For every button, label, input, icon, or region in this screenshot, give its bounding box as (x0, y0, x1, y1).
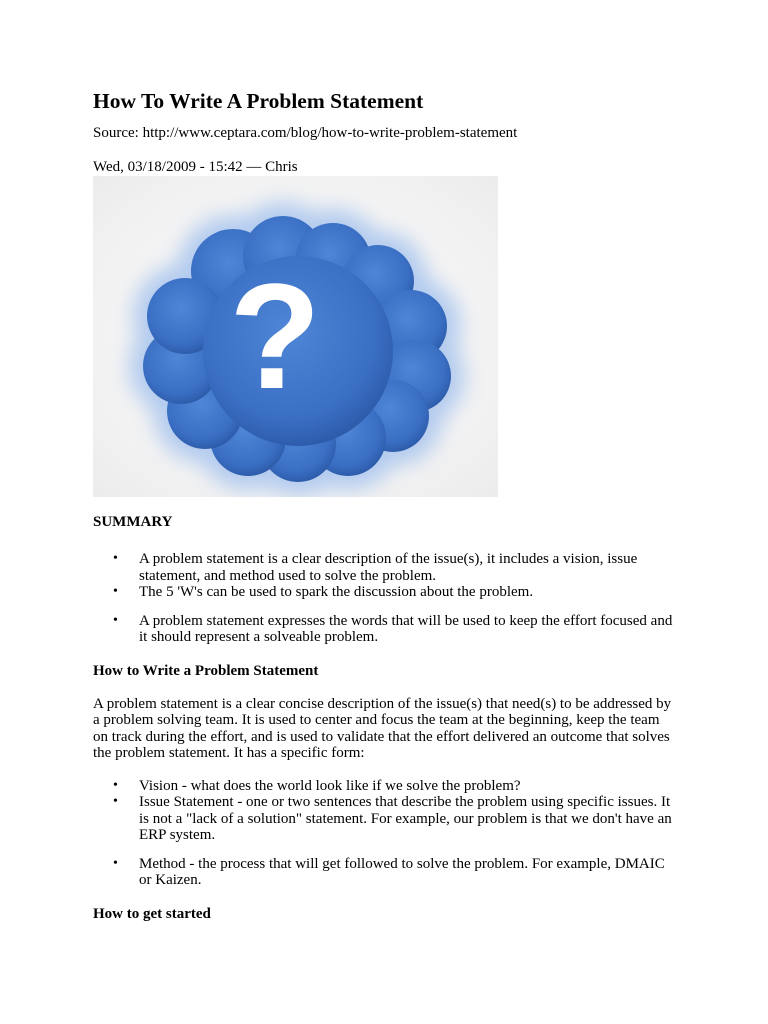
article (93, 88, 678, 923)
summary-heading: SUMMARY (93, 514, 173, 530)
specific-form-list (93, 778, 678, 889)
list-item: • Issue Statement - one or two sentences that describe the problem using specific issues. It is not a "lack of a solution" statement. For example, our problem is that we don't have an ERP system. (93, 794, 678, 844)
question-mark-cloud-icon (93, 176, 498, 497)
problem-statement-paragraph: A problem statement is a clear concise description of the issue(s) that need(s) to be addressed by a problem solving team. It is used to center and focus the team at the beginning, keep the team on track during the effort, and is used to validate that the effort delivered an outcome that solves the problem statement. It has a specific form: (93, 695, 672, 761)
list-item: • A problem statement is a clear description of the issue(s), it includes a vision, issue statement, and method used to solve the problem. (93, 551, 678, 584)
dateline: Wed, 03/18/2009 - 15:42 — Chris (93, 159, 298, 175)
source-line: Source: http://www.ceptara.com/blog/how-to-write-problem-statement (93, 125, 518, 141)
question-mark-glyph: ? (229, 252, 321, 420)
summary-list (93, 551, 678, 646)
page-title: How To Write A Problem Statement (93, 89, 424, 113)
how-to-write-heading: How to Write a Problem Statement (93, 662, 319, 679)
question-cloud-image (93, 176, 498, 497)
list-item: • The 5 'W's can be used to spark the discussion about the problem. (93, 584, 678, 601)
list-item: • A problem statement expresses the words that will be used to keep the effort focused and it should represent a solveable problem. (93, 613, 678, 646)
list-item: • Vision - what does the world look like if we solve the problem? (93, 778, 678, 795)
how-to-get-started-heading: How to get started (93, 905, 211, 922)
list-item: • Method - the process that will get followed to solve the problem. For example, DMAIC or Kaizen. (93, 856, 678, 889)
